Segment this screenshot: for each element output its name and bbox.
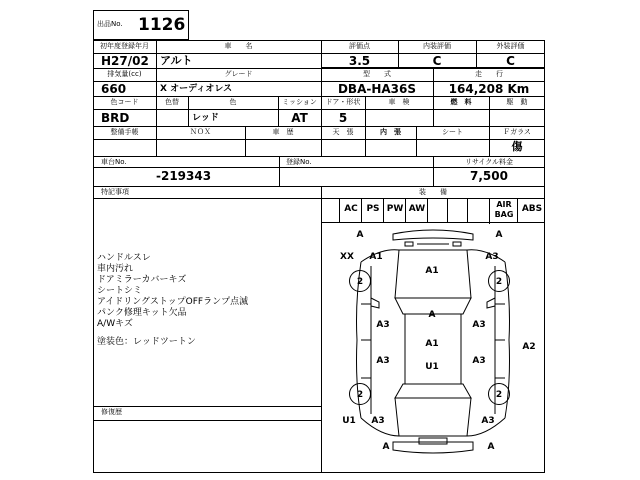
color-code-label: 色コード <box>110 98 139 106</box>
color-value: レッド <box>192 113 219 123</box>
mileage-label: 走 行 <box>475 70 503 78</box>
mark-rear-left-quarter: A3 <box>371 416 385 426</box>
chassis-number-value: -219343 <box>156 169 212 183</box>
exterior-grade-value: C <box>506 54 515 68</box>
grade-label: グレード <box>224 70 253 78</box>
chassis-number-label: 車台No. <box>101 158 127 166</box>
registration-number-label: 登録No. <box>286 158 312 166</box>
seat-label: シート <box>442 128 463 136</box>
mark-roof-front: A <box>428 310 436 320</box>
interior-grade-value: C <box>432 54 442 68</box>
model-code-value: DBA-HA36S <box>337 82 417 96</box>
equip-slot <box>447 198 468 222</box>
mark-wheel-front-right: 2 <box>488 270 510 292</box>
headliner-label: 天 張 <box>332 128 354 136</box>
color-code-value: BRD <box>101 111 130 125</box>
nox-label: ＮＯＸ <box>190 128 211 136</box>
equip-aw: AW <box>405 198 428 222</box>
car-name-value: アルト <box>160 54 193 67</box>
repair-history-label: 修復歴 <box>101 408 122 416</box>
mark-right-side: A2 <box>522 342 536 352</box>
mark-rear-left-fender: U1 <box>342 416 356 426</box>
mark-left-front-door: A3 <box>376 320 390 330</box>
door-shape-value: 5 <box>338 111 348 125</box>
remark-line: ドアミラーカバーキズ <box>97 275 187 285</box>
mark-rear-left-corner: A <box>382 442 390 452</box>
equip-slot <box>467 198 490 222</box>
mark-right-front-door: A3 <box>472 320 486 330</box>
interior-grade-label: 内装評価 <box>423 42 451 50</box>
equip-airbag-label: AIR BAG <box>494 200 514 219</box>
equip-ac: AC <box>339 198 362 222</box>
recycle-fee-value: 7,500 <box>470 169 508 183</box>
exterior-grade-label: 外装評価 <box>496 42 525 50</box>
lot-number-label: 出品No. <box>97 20 123 28</box>
mark-rear-right-corner: A <box>487 442 495 452</box>
drive-label: 駆 動 <box>506 98 528 106</box>
mark-front-right-fender: A3 <box>485 252 499 262</box>
front-glass-label: Ｆガラス <box>503 128 531 136</box>
equip-airbag <box>489 198 518 224</box>
mark-rear-right-quarter: A3 <box>481 416 495 426</box>
score-value: 3.5 <box>348 54 371 68</box>
mark-front-left-xx: XX <box>340 252 354 262</box>
maintenance-book-label: 整備手帳 <box>110 128 139 136</box>
remark-line: アイドリングストップOFFランプ点滅 <box>97 297 249 307</box>
lot-number-value: 1126 <box>138 15 186 35</box>
fuel-label: 燃 料 <box>450 98 472 106</box>
grade-value: X オーディオレス <box>160 84 233 94</box>
mark-front-left-fender: A1 <box>369 252 383 262</box>
mark-hood: A1 <box>425 266 439 276</box>
remarks-list <box>97 253 248 348</box>
remark-line: シートシミ <box>97 286 143 296</box>
equip-slot <box>427 198 448 222</box>
displacement-value: 660 <box>101 82 127 96</box>
remark-line: 車内汚れ <box>97 264 134 274</box>
remark-line: パンク修理キット欠品 <box>97 308 187 318</box>
color-change-label: 色替 <box>165 98 179 106</box>
mark-roof-rear: U1 <box>425 362 439 372</box>
transmission-value: AT <box>291 111 308 125</box>
car-name-label: 車 名 <box>224 42 253 50</box>
equipment-label: 装 備 <box>419 188 447 196</box>
mark-left-rear-door: A3 <box>376 356 390 366</box>
score-label: 評価点 <box>349 42 370 50</box>
lot-number-box <box>93 10 189 40</box>
mileage-value: 164,208 Km <box>448 82 530 96</box>
remark-line: ハンドルスレ <box>97 253 151 263</box>
mark-roof: A1 <box>425 339 439 349</box>
mark-wheel-front-left: 2 <box>349 270 371 292</box>
front-glass-value: 傷 <box>511 140 523 153</box>
equip-slot <box>321 198 340 222</box>
inspection-label: 車 検 <box>388 98 410 106</box>
mark-wheel-rear-left: 2 <box>349 383 371 405</box>
recycle-fee-label: リサイクル料金 <box>464 158 514 166</box>
door-shape-label: ドア・形状 <box>325 98 361 106</box>
model-code-label: 型 式 <box>363 70 391 78</box>
remark-line: A/Wキズ <box>97 319 133 329</box>
paint-note: 塗装色：レッドツートン <box>97 337 196 347</box>
color-label: 色 <box>229 98 237 106</box>
displacement-label: 排気量(cc) <box>107 70 142 78</box>
interior-trim-label: 内 張 <box>380 128 401 136</box>
equip-pw: PW <box>383 198 406 222</box>
equip-ps: PS <box>361 198 384 222</box>
first-registration-value: H27/02 <box>101 54 149 68</box>
mark-front-left-corner: A <box>356 230 364 240</box>
mark-front-right-corner: A <box>495 230 503 240</box>
remarks-label: 特記事項 <box>101 188 129 196</box>
mark-wheel-rear-right: 2 <box>488 383 510 405</box>
car-history-label: 車 歴 <box>272 128 294 136</box>
first-registration-label: 初年度登録年月 <box>100 42 149 50</box>
transmission-label: ミッション <box>282 98 317 106</box>
mark-right-rear-door: A3 <box>472 356 486 366</box>
equip-abs: ABS <box>517 198 546 222</box>
